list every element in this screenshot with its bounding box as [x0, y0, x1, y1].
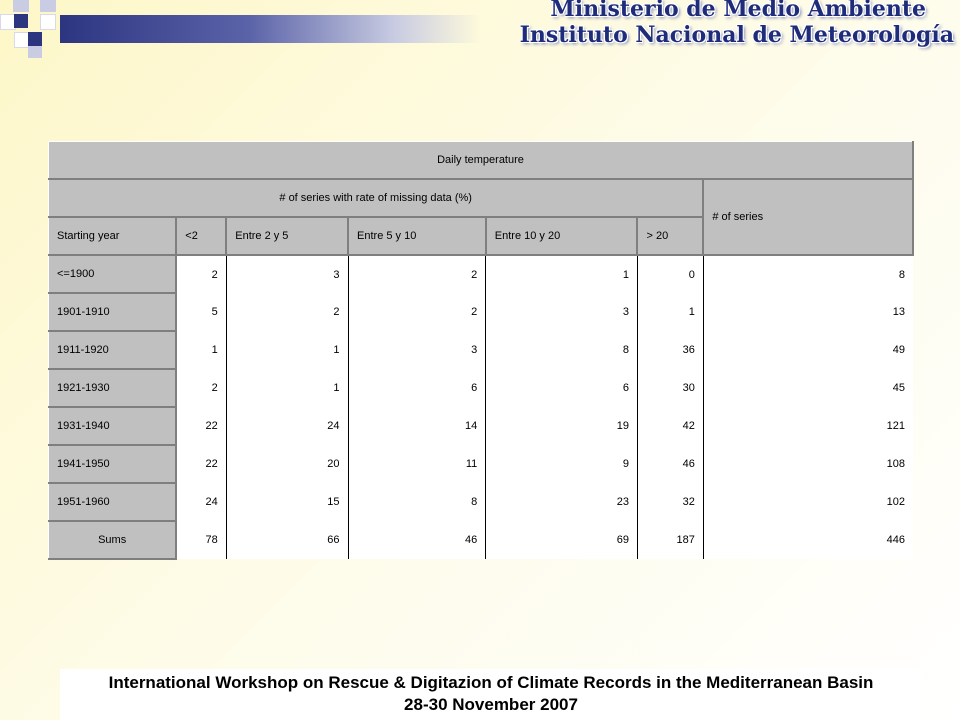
- table-cell: 3: [348, 331, 486, 369]
- table-row: [49, 293, 914, 331]
- column-header: Entre 10 y 20: [486, 217, 638, 255]
- decor-square: [28, 46, 42, 58]
- table-row: [49, 369, 914, 407]
- table-cell: 32: [637, 483, 703, 521]
- row-label: 1931-1940: [49, 407, 177, 445]
- table-cell: 1: [226, 331, 348, 369]
- table-cell: 46: [348, 521, 486, 559]
- table-cell: 102: [703, 483, 913, 521]
- row-label: 1911-1920: [49, 331, 177, 369]
- table-cell: 3: [226, 255, 348, 293]
- table-cell: 36: [637, 331, 703, 369]
- decor-square: [13, 0, 29, 12]
- workshop-dates: 28-30 November 2007: [404, 695, 578, 714]
- row-label: 1921-1930: [49, 369, 177, 407]
- decor-square: [14, 14, 28, 28]
- column-header: Entre 2 y 5: [226, 217, 348, 255]
- ministry-name: Ministerio de Medio Ambiente: [550, 0, 926, 22]
- table-cell: 9: [486, 445, 638, 483]
- table-title: Daily temperature: [49, 142, 914, 180]
- table-cell: 1: [637, 293, 703, 331]
- table-cell: 46: [637, 445, 703, 483]
- table-cell: 45: [703, 369, 913, 407]
- table-cell: 8: [703, 255, 913, 293]
- table-cell: 5: [176, 293, 226, 331]
- table-cell: 3: [486, 293, 638, 331]
- table-cell: 121: [703, 407, 913, 445]
- table-cell: 24: [226, 407, 348, 445]
- table-row: [49, 445, 914, 483]
- table-cell: 49: [703, 331, 913, 369]
- table-cell: 1: [176, 331, 226, 369]
- column-header: <2: [176, 217, 226, 255]
- table-cell: 14: [348, 407, 486, 445]
- column-header: > 20: [637, 217, 703, 255]
- table-cell: 69: [486, 521, 638, 559]
- table-cell: 22: [176, 407, 226, 445]
- table-cell: 30: [637, 369, 703, 407]
- table-row: [49, 483, 914, 521]
- table-cell: 19: [486, 407, 638, 445]
- table-cell: 13: [703, 293, 913, 331]
- footer: [60, 669, 922, 720]
- table-row: [49, 407, 914, 445]
- missing-data-table: [48, 141, 914, 560]
- row-label: Sums: [49, 521, 177, 559]
- table-cell: 446: [703, 521, 913, 559]
- table-cell: 6: [486, 369, 638, 407]
- table-cell: 8: [348, 483, 486, 521]
- table-cell: 20: [226, 445, 348, 483]
- table-cell: 78: [176, 521, 226, 559]
- table-cell: 66: [226, 521, 348, 559]
- row-label: 1901-1910: [49, 293, 177, 331]
- table-cell: 1: [226, 369, 348, 407]
- table-row: [49, 255, 914, 293]
- table-row-sums: [49, 521, 914, 559]
- table-cell: 2: [348, 255, 486, 293]
- table-cell: 2: [176, 255, 226, 293]
- table-cell: 22: [176, 445, 226, 483]
- table-cell: 24: [176, 483, 226, 521]
- decor-square: [40, 14, 56, 30]
- table-cell: 23: [486, 483, 638, 521]
- group-header: # of series with rate of missing data (%): [49, 179, 704, 217]
- table-cell: 1: [486, 255, 638, 293]
- table-cell: 42: [637, 407, 703, 445]
- row-label: 1941-1950: [49, 445, 177, 483]
- header-band: [60, 15, 480, 43]
- table-cell: 187: [637, 521, 703, 559]
- table-cell: 2: [226, 293, 348, 331]
- total-header: # of series: [703, 179, 913, 255]
- row-label: <=1900: [49, 255, 177, 293]
- ministry-logo-text: [454, 0, 954, 48]
- table-cell: 8: [486, 331, 638, 369]
- column-header: Entre 5 y 10: [348, 217, 486, 255]
- workshop-title: International Workshop on Rescue & Digitazion of Climate Records in the Mediterranean Basin: [108, 673, 874, 692]
- table-cell: 0: [637, 255, 703, 293]
- table-cell: 15: [226, 483, 348, 521]
- table-row: [49, 331, 914, 369]
- column-header: Starting year: [49, 217, 177, 255]
- table-cell: 6: [348, 369, 486, 407]
- decor-square: [28, 32, 42, 46]
- table-cell: 2: [176, 369, 226, 407]
- table-cell: 2: [348, 293, 486, 331]
- row-label: 1951-1960: [49, 483, 177, 521]
- institute-name: Instituto Nacional de Meteorología: [519, 22, 954, 48]
- table-cell: 108: [703, 445, 913, 483]
- decor-square: [40, 0, 56, 12]
- table-cell: 11: [348, 445, 486, 483]
